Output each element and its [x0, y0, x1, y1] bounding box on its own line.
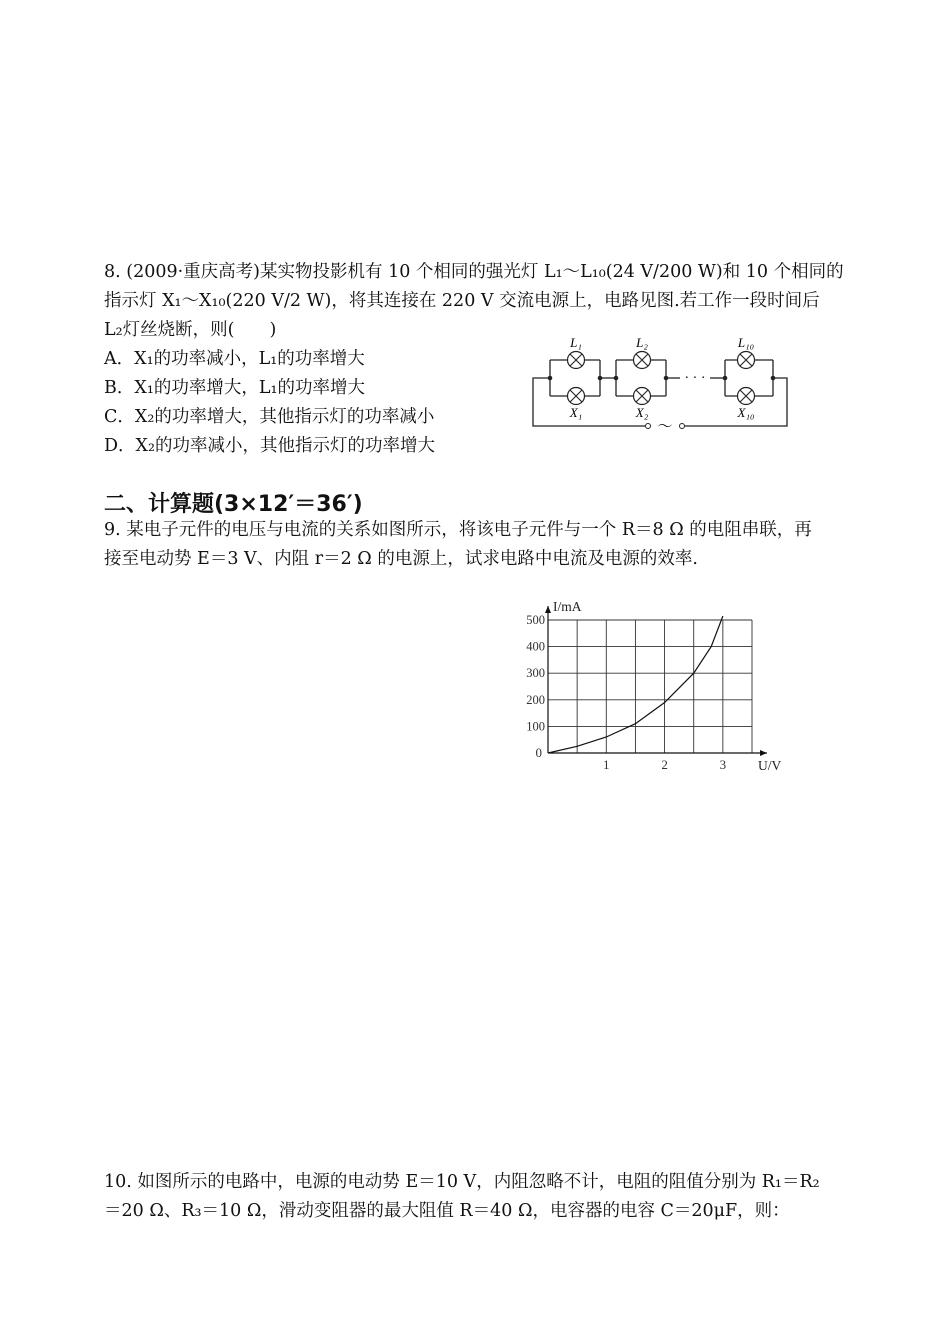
- q8-option-c: C．X₂的功率增大，其他指示灯的功率减小: [104, 407, 435, 427]
- label-x1: X₁: [569, 405, 583, 420]
- ellipsis-dots: · · ·: [684, 371, 706, 386]
- label-x10: X₁₀: [737, 405, 755, 420]
- x-tick-label: 1: [603, 757, 610, 772]
- x-axis-arrow: [760, 750, 767, 756]
- x-tick-label: 2: [661, 757, 668, 772]
- y-tick-label: 300: [526, 666, 545, 681]
- y-tick-label: 400: [526, 639, 545, 654]
- q8-line-1: 8. (2009·重庆高考)某实物投影机有 10 个相同的强光灯 L₁～L₁₀(24 V/200 W)和 10 个相同的: [104, 262, 844, 282]
- q9-line-2: 接至电动势 E＝3 V、内阻 r＝2 Ω 的电源上，试求电路中电流及电源的效率.: [104, 549, 698, 569]
- q8-option-b: B．X₁的功率增大，L₁的功率增大: [104, 378, 365, 398]
- y-axis-arrow: [545, 606, 551, 613]
- y-tick-label: 200: [526, 692, 545, 707]
- y-tick-label: 500: [526, 613, 545, 627]
- x-axis-label: U/V: [758, 758, 782, 773]
- q10-line-2: ＝20 Ω、R₃＝10 Ω，滑动变阻器的最大阻值 R＝40 Ω，电容器的电容 C＝20μF，则：: [104, 1201, 790, 1221]
- q8-line-3: L₂灯丝烧断，则( ): [104, 320, 277, 340]
- x-tick-label: 3: [719, 757, 727, 772]
- q9-line-1: 9. 某电子元件的电压与电流的关系如图所示，将该电子元件与一个 R＝8 Ω 的电阻串联，再: [104, 520, 812, 540]
- q8-line-2: 指示灯 X₁～X₁₀(220 V/2 W)，将其连接在 220 V 交流电源上，电路见图.若工作一段时间后: [104, 291, 820, 311]
- origin-label: 0: [535, 745, 542, 760]
- q10-line-1: 10. 如图所示的电路中，电源的电动势 E＝10 V，内阻忽略不计，电阻的阻值分别为 R₁＝R₂: [104, 1172, 820, 1192]
- q8-option-a: A．X₁的功率减小，L₁的功率增大: [104, 349, 365, 369]
- section-heading: 二、计算题(3×12′＝36′): [104, 492, 363, 517]
- label-x2: X₂: [635, 405, 649, 420]
- y-tick-label: 100: [526, 719, 545, 734]
- label-l2: L₂: [636, 335, 648, 350]
- ac-source-symbol: ～: [657, 419, 673, 435]
- label-l10: L₁₀: [737, 335, 755, 350]
- iu-chart: [505, 595, 805, 780]
- y-axis-label: I/mA: [553, 599, 582, 614]
- label-l1: L₁: [570, 335, 582, 350]
- circuit-diagram: [525, 330, 800, 435]
- q8-option-d: D．X₂的功率减小，其他指示灯的功率增大: [104, 436, 436, 456]
